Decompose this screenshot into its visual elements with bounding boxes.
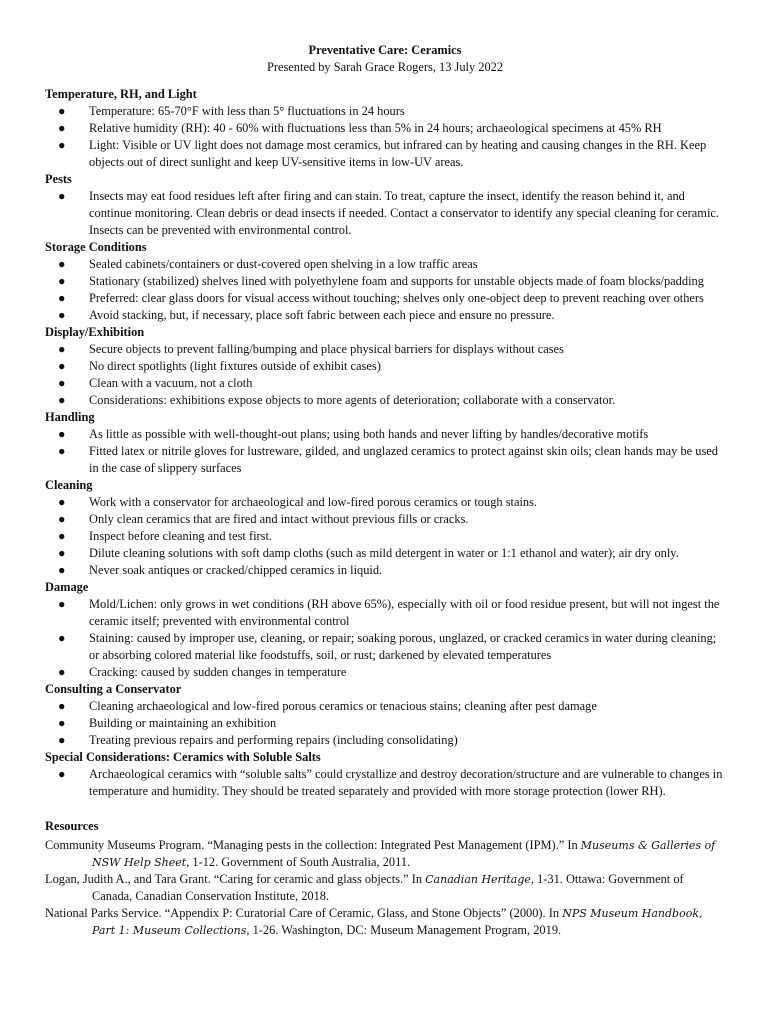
bullet-icon: ● [58,512,66,526]
list-item [45,307,725,324]
bullet-icon: ● [58,631,66,645]
list-item-text: Work with a conservator for archaeological and low-fired porous ceramics or tough stains. [89,495,538,509]
reference-source-title: NPS Museum Handbook, Part 1: Museum Collections [92,907,703,937]
reference-source-title: Museums & Galleries of NSW Help Sheet [92,839,716,869]
list-item [45,120,725,137]
section-heading: Storage Conditions [45,240,147,254]
list-item [45,630,725,664]
list-item-text: Preferred: clear glass doors for visual access without touching; shelves only one-object deep to prevent reaching over others [89,291,704,305]
list-item-text: Avoid stacking, but, if necessary, place soft fabric between each piece and ensure no pressure. [89,308,555,322]
bullet-icon: ● [58,342,66,356]
reference-entry [45,837,725,871]
reference-details: , 1-26. Washington, DC: Museum Management Program, 2019. [246,923,562,937]
bullet-icon: ● [58,767,66,781]
bullet-icon: ● [58,291,66,305]
list-item [45,392,725,409]
bullet-icon: ● [58,495,66,509]
sections-container [45,86,725,800]
reference-text: Community Museums Program. “Managing pests in the collection: Integrated Pest Management (IPM).” In [45,838,581,852]
list-item-text: Cracking: caused by sudden changes in temperature [89,665,347,679]
bullet-list [45,596,725,681]
bullet-icon: ● [58,257,66,271]
list-item [45,545,725,562]
list-item-text: Insects may eat food residues left after firing and can stain. To treat, capture the insect, identify the reason behind it, and continue monitoring. Clean debris or dead insects if needed. Contact a conservator to identify any special cleaning for ceramic. Insects can be prevented with environmental control. [89,189,719,237]
bullet-icon: ● [58,529,66,543]
list-item-text: Sealed cabinets/containers or dust-covered open shelving in a low traffic areas [89,257,478,271]
bullet-list [45,188,725,239]
bullet-icon: ● [58,733,66,747]
list-item [45,443,725,477]
list-item [45,273,725,290]
resources-heading: Resources [45,819,99,833]
list-item-text: Cleaning archaeological and low-fired porous ceramics or tenacious stains; cleaning after pest damage [89,699,597,713]
list-item [45,137,725,171]
bullet-icon: ● [58,274,66,288]
list-item [45,341,725,358]
reference-source-title: Canadian Heritage [425,873,531,886]
reference-details: , 1-31. Ottawa: Government of Canada, Canadian Conservation Institute, 2018. [92,872,684,903]
document-subtitle: Presented by Sarah Grace Rogers, 13 July 2022 [266,60,504,74]
list-item-text: Relative humidity (RH): 40 - 60% with fluctuations less than 5% in 24 hours; archaeological specimens at 45% RH [89,121,662,135]
bullet-icon: ● [58,665,66,679]
bullet-list [45,256,725,324]
list-item [45,732,725,749]
list-item-text: Secure objects to prevent falling/bumping and place physical barriers for displays without cases [89,342,564,356]
list-item [45,698,725,715]
list-item [45,188,725,239]
bullet-icon: ● [58,546,66,560]
list-item-text: Treating previous repairs and performing repairs (including consolidating) [89,733,458,747]
bullet-list [45,766,725,800]
list-item [45,256,725,273]
bullet-icon: ● [58,121,66,135]
list-item [45,766,725,800]
list-item-text: Building or maintaining an exhibition [89,716,277,730]
list-item-text: As little as possible with well-thought-out plans; using both hands and never lifting by handles/decorative motifs [89,427,649,441]
list-item-text: Light: Visible or UV light does not damage most ceramics, but infrared can by heating and causing changes in the RH. Keep objects out of direct sunlight and keep UV-sensitive items in low-UV areas. [89,138,707,169]
bullet-icon: ● [58,308,66,322]
section-heading: Cleaning [45,478,93,492]
list-item-text: Never soak antiques or cracked/chipped ceramics in liquid. [89,563,383,577]
list-item [45,664,725,681]
section-heading: Handling [45,410,95,424]
section-heading: Pests [45,172,72,186]
bullet-icon: ● [58,563,66,577]
bullet-list [45,494,725,579]
section-heading: Damage [45,580,89,594]
list-item-text: Only clean ceramics that are fired and intact without previous fills or cracks. [89,512,469,526]
list-item [45,426,725,443]
list-item [45,375,725,392]
list-item-text: Mold/Lichen: only grows in wet conditions (RH above 65%), especially with oil or food residue present, but will not ingest the ceramic itself; prevented with environmental control [89,597,720,628]
bullet-icon: ● [58,716,66,730]
list-item [45,511,725,528]
list-item-text: Considerations: exhibitions expose objects to more agents of deterioration; collaborate with a conservator. [89,393,616,407]
list-item-text: Inspect before cleaning and test first. [89,529,273,543]
section-heading: Display/Exhibition [45,325,145,339]
reference-entry [45,905,725,939]
list-item-text: Dilute cleaning solutions with soft damp cloths (such as mild detergent in water or 1:1 ethanol and water); air dry only. [89,546,679,560]
list-item-text: No direct spotlights (light fixtures outside of exhibit cases) [89,359,381,373]
list-item-text: Staining: caused by improper use, cleaning, or repair; soaking porous, unglazed, or cracked ceramics in water during cleaning; or absorbing colored material like foodstuffs, soil, or rust; darkened by elevated temperatures [89,631,717,662]
list-item-text: Temperature: 65-70°F with less than 5° fluctuations in 24 hours [89,104,405,118]
list-item [45,528,725,545]
reference-entry [45,871,725,905]
list-item [45,494,725,511]
section-heading: Temperature, RH, and Light [45,87,197,101]
bullet-icon: ● [58,104,66,118]
section-heading: Consulting a Conservator [45,682,182,696]
bullet-list [45,698,725,749]
bullet-icon: ● [58,427,66,441]
bullet-list [45,103,725,171]
bullet-icon: ● [58,359,66,373]
list-item [45,358,725,375]
list-item-text: Clean with a vacuum, not a cloth [89,376,253,390]
reference-details: , 1-12. Government of South Australia, 2011. [186,855,411,869]
reference-text: Logan, Judith A., and Tara Grant. “Caring for ceramic and glass objects.” In [45,872,426,886]
section-heading: Special Considerations: Ceramics with Soluble Salts [45,750,321,764]
bullet-icon: ● [58,138,66,152]
bullet-list [45,341,725,409]
list-item-text: Stationary (stabilized) shelves lined with polyethylene foam and supports for unstable objects made of foam blocks/padding [89,274,704,288]
document-page [45,42,725,939]
bullet-icon: ● [58,597,66,611]
list-item [45,715,725,732]
list-item-text: Fitted latex or nitrile gloves for lustreware, gilded, and unglazed ceramics to protect against skin oils; clean hands may be used in the case of slippery surfaces [89,444,718,475]
bullet-icon: ● [58,376,66,390]
bullet-icon: ● [58,699,66,713]
bullet-list [45,426,725,477]
bullet-icon: ● [58,189,66,203]
list-item [45,290,725,307]
list-item [45,103,725,120]
document-title: Preventative Care: Ceramics [308,43,462,57]
reference-text: National Parks Service. “Appendix P: Curatorial Care of Ceramic, Glass, and Stone Objects” (2000). In [45,906,563,920]
list-item-text: Archaeological ceramics with “soluble salts” could crystallize and destroy decoration/structure and are vulnerable to changes in temperature and humidity. They should be treated separately and provided with more storage protection (lower RH). [89,767,723,798]
list-item [45,596,725,630]
bullet-icon: ● [58,393,66,407]
bullet-icon: ● [58,444,66,458]
list-item [45,562,725,579]
resources-list [45,837,725,939]
